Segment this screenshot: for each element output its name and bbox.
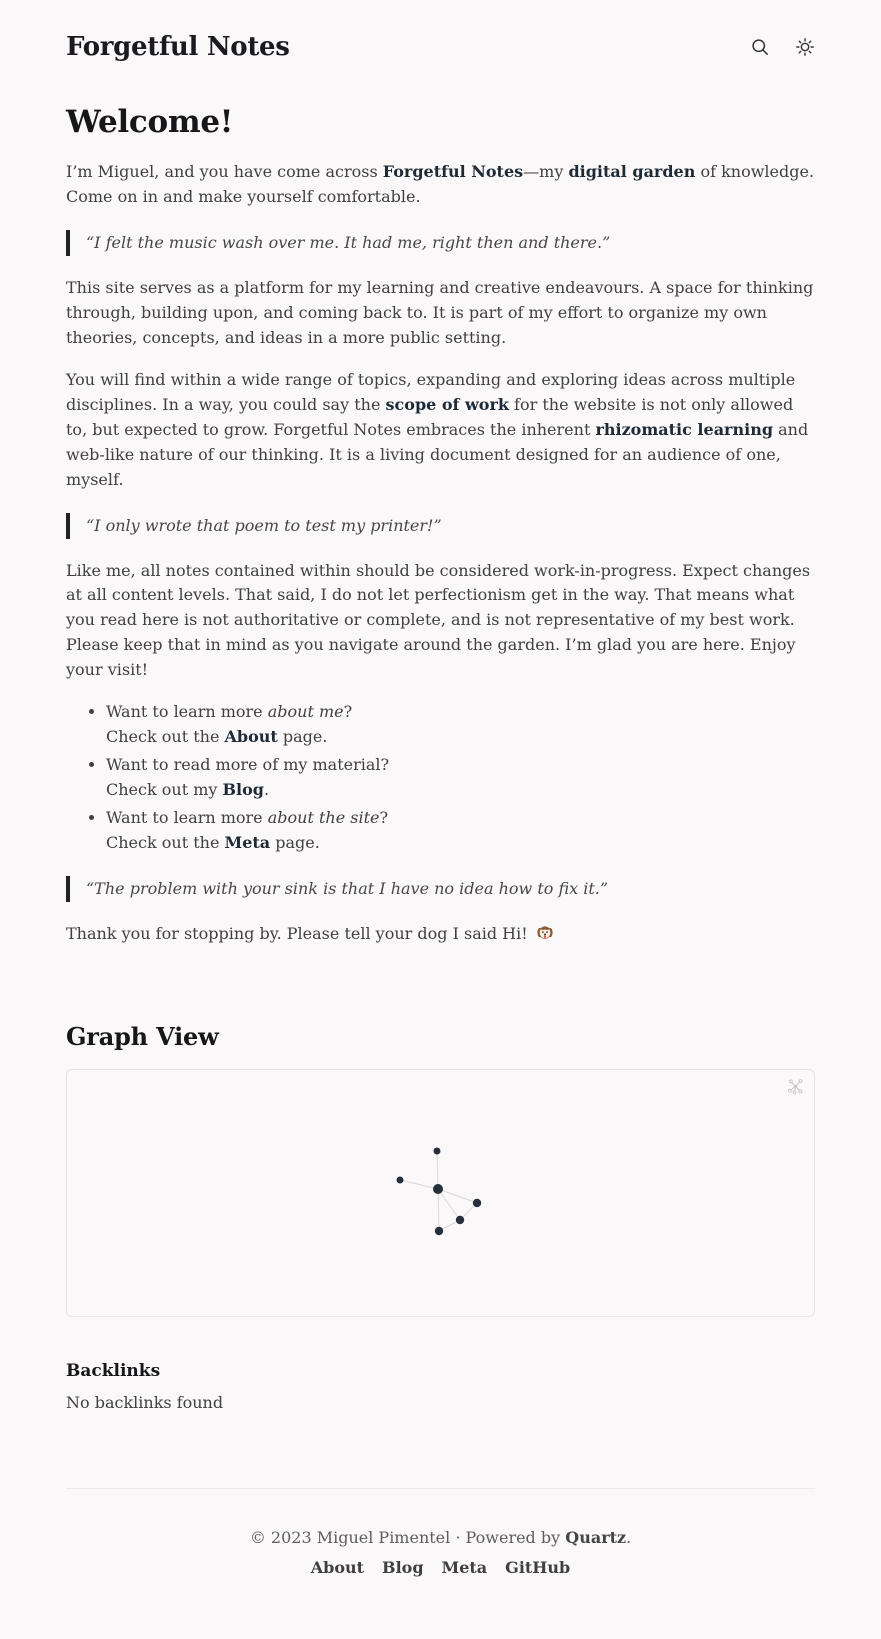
text-run: ?	[379, 808, 389, 828]
list-item-blog	[106, 753, 815, 803]
search-icon	[750, 37, 770, 57]
footer-link-github[interactable]: GitHub	[505, 1557, 571, 1577]
paragraph-thanks	[66, 922, 815, 950]
text-run: Check out the	[106, 727, 225, 747]
graph-view-section	[66, 1022, 815, 1416]
internal-link[interactable]: Forgetful Notes	[382, 162, 524, 181]
internal-link[interactable]: Blog	[222, 780, 264, 800]
text-run: Like me, all notes contained within should be considered work-in-progress. Expect changes at all content levels. That said, I do not let perfectionism get in the way. That means what you read here is not authoritative or complete, and is not representative of my best work. Please keep that in mind as you navigate around the garden. I’m glad you are here. Enjoy your visit!	[66, 560, 811, 680]
graph-view-heading: Graph View	[66, 1021, 219, 1051]
header-icons	[750, 37, 815, 57]
graph-expand-icon[interactable]	[787, 1078, 804, 1095]
text-run: page.	[277, 727, 328, 747]
text-run: and web-like nature of our thinking. It is a living document designed for an audience of one, myself.	[66, 419, 809, 489]
graph-edge	[438, 1189, 460, 1220]
paragraph-platform	[66, 276, 815, 351]
text-run: ?	[343, 702, 353, 722]
site-title-link[interactable]: Forgetful Notes	[66, 32, 290, 62]
text-run: Want to read more of my material?	[106, 755, 390, 775]
text-run: .	[626, 1527, 632, 1547]
graph-node[interactable]	[397, 1176, 404, 1183]
text-run: Want to learn more	[106, 808, 268, 828]
text-run: This site serves as a platform for my learning and creative endeavours. A space for thinking through, building upon, and coming back to. It is part of my effort to organize my own theories, concepts, and ideas in a more public setting.	[66, 277, 814, 347]
footer-divider	[66, 1488, 815, 1489]
blockquote-music: “I felt the music wash over me. It had me, right then and there.”	[66, 230, 815, 256]
blockquote-printer: “I only wrote that poem to test my printer!”	[66, 513, 815, 539]
text-run: Thank you for stopping by. Please tell your dog I said Hi!	[66, 924, 533, 944]
list-item-about	[106, 700, 815, 750]
graph-node[interactable]	[456, 1216, 464, 1224]
sun-icon	[795, 37, 815, 57]
text-run: —my	[523, 162, 569, 181]
site-footer	[66, 1526, 815, 1577]
article-content	[66, 104, 815, 1416]
internal-link[interactable]: rhizomatic learning	[595, 419, 774, 439]
graph-node[interactable]	[433, 1184, 443, 1194]
text-run: Want to learn more	[106, 702, 268, 722]
text-run: page.	[270, 833, 320, 853]
text-run: about the site	[267, 808, 380, 828]
internal-link[interactable]: About	[224, 727, 278, 747]
text-run: about me	[267, 702, 344, 722]
search-button[interactable]	[750, 37, 770, 57]
graph-edge	[438, 1189, 439, 1231]
backlinks-heading: Backlinks	[66, 1360, 161, 1381]
internal-link[interactable]: digital garden	[568, 162, 696, 181]
graph-edge	[437, 1151, 438, 1189]
text-run: © 2023 Miguel Pimentel · Powered by	[249, 1527, 566, 1547]
text-run: Check out the	[106, 833, 225, 853]
graph-edge	[400, 1180, 438, 1189]
graph-node[interactable]	[473, 1199, 481, 1207]
graph-edge	[438, 1189, 477, 1203]
graph-container[interactable]	[66, 1069, 815, 1317]
blockquote-sink: “The problem with your sink is that I have no idea how to fix it.”	[66, 876, 815, 902]
paragraph-topics	[66, 368, 815, 493]
text-run: for the website is not only allowed to, but expected to grow. Forgetful Notes embraces the inherent	[66, 394, 794, 439]
footer-link-about[interactable]: About	[310, 1557, 365, 1577]
graph-node[interactable]	[435, 1227, 443, 1235]
text-run: I’m Miguel, and you have come across	[66, 162, 383, 181]
text-run: You will find within a wide range of topics, expanding and exploring ideas across multiple disciplines. In a way, you could say the	[66, 369, 796, 414]
page-container	[66, 0, 815, 1639]
footer-copyright	[66, 1526, 815, 1551]
graph-node[interactable]	[434, 1147, 441, 1154]
text-run: .	[263, 780, 270, 800]
footer-link-meta[interactable]: Meta	[441, 1557, 488, 1577]
backlinks-empty-text: No backlinks found	[66, 1392, 224, 1412]
page-title: Welcome!	[66, 104, 234, 140]
footer-nav	[66, 1558, 815, 1577]
footer-link-blog[interactable]: Blog	[382, 1557, 424, 1577]
paragraph-wip	[66, 559, 815, 684]
internal-link[interactable]: scope of work	[385, 394, 509, 414]
text-run: Check out my	[106, 780, 223, 800]
internal-link[interactable]: Meta	[224, 833, 271, 853]
graph-canvas[interactable]	[67, 1070, 814, 1316]
dog-emoji-icon	[536, 924, 554, 950]
bullet-list	[66, 700, 815, 856]
internal-link[interactable]: Quartz	[565, 1527, 627, 1547]
theme-toggle-button[interactable]	[795, 37, 815, 57]
site-header	[66, 32, 815, 62]
paragraph-thanks-text	[66, 924, 533, 943]
paragraph-intro	[66, 160, 815, 210]
list-item-meta	[106, 806, 815, 856]
text-run: of knowledge. Come on in and make yourself comfortable.	[66, 162, 815, 206]
